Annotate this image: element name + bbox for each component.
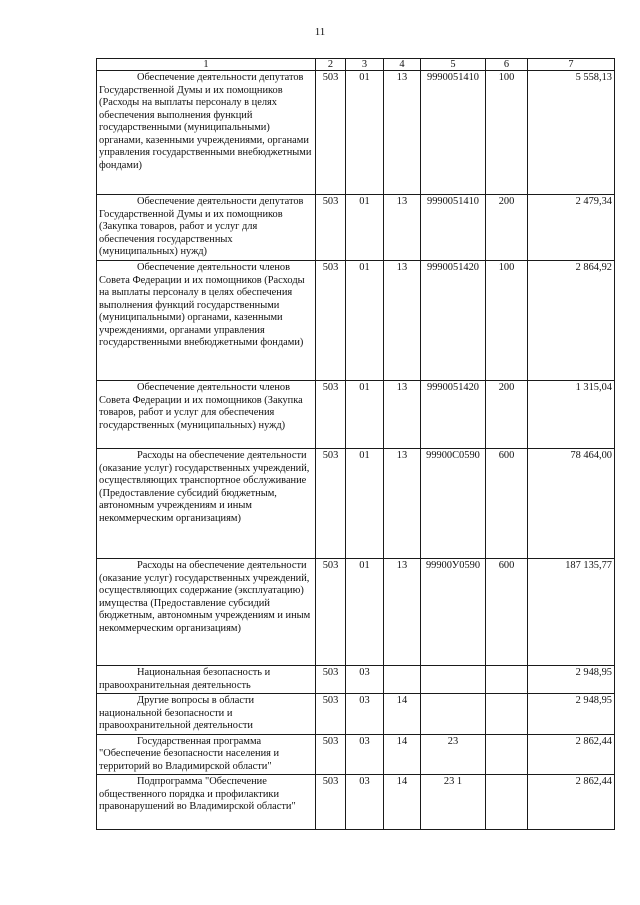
cell-col6: 200 [486, 381, 528, 449]
cell-col4: 14 [384, 775, 421, 830]
cell-col3: 03 [346, 734, 384, 775]
cell-col3: 01 [346, 261, 384, 381]
cell-col6: 600 [486, 559, 528, 666]
cell-col7: 187 135,77 [528, 559, 615, 666]
cell-col7: 2 948,95 [528, 666, 615, 694]
cell-col7: 2 864,92 [528, 261, 615, 381]
table-row [97, 261, 615, 381]
cell-col5: 23 1 [421, 775, 486, 830]
cell-col5: 9990051410 [421, 195, 486, 261]
cell-col3: 03 [346, 694, 384, 735]
table-row [97, 734, 615, 775]
cell-col3: 03 [346, 666, 384, 694]
cell-col3: 01 [346, 449, 384, 559]
page-number: 11 [314, 26, 326, 38]
cell-col2: 503 [316, 381, 346, 449]
cell-col3: 01 [346, 195, 384, 261]
cell-col2: 503 [316, 195, 346, 261]
cell-col2: 503 [316, 694, 346, 735]
row-name: Другие вопросы в области национальной безопасности и правоохранительной деятельности [97, 694, 316, 735]
column-header: 2 [316, 59, 346, 71]
cell-col7: 2 479,34 [528, 195, 615, 261]
cell-col6: 100 [486, 71, 528, 195]
table-row [97, 71, 615, 195]
cell-col2: 503 [316, 734, 346, 775]
cell-col2: 503 [316, 449, 346, 559]
row-name: Государственная программа "Обеспечение безопасности населения и территорий во Владимирской области" [97, 734, 316, 775]
cell-col3: 01 [346, 559, 384, 666]
cell-col4: 13 [384, 261, 421, 381]
cell-col4: 14 [384, 734, 421, 775]
row-name: Обеспечение деятельности членов Совета Федерации и их помощников (Закупка товаров, работ и услуг для обеспечения государственных (муниципальных) нужд) [97, 381, 316, 449]
cell-col5 [421, 694, 486, 735]
cell-col5 [421, 666, 486, 694]
cell-col7: 5 558,13 [528, 71, 615, 195]
table-row [97, 195, 615, 261]
cell-col7: 2 862,44 [528, 734, 615, 775]
cell-col3: 01 [346, 381, 384, 449]
cell-col7: 78 464,00 [528, 449, 615, 559]
row-name: Национальная безопасность и правоохранительная деятельность [97, 666, 316, 694]
table-row [97, 666, 615, 694]
cell-col6 [486, 694, 528, 735]
table-row [97, 694, 615, 735]
cell-col6: 100 [486, 261, 528, 381]
cell-col4: 13 [384, 449, 421, 559]
row-name: Расходы на обеспечение деятельности (оказание услуг) государственных учреждений, осуществляющих транспортное обслуживание (Предоставление субсидий бюджетным, автономным учреждениям и иным некоммерческим организациям) [97, 449, 316, 559]
row-name: Подпрограмма "Обеспечение общественного порядка и профилактики правонарушений во Владимирской области" [97, 775, 316, 830]
header-row [97, 59, 615, 71]
table-row [97, 381, 615, 449]
cell-col4: 13 [384, 195, 421, 261]
cell-col2: 503 [316, 261, 346, 381]
table-row [97, 559, 615, 666]
cell-col6 [486, 734, 528, 775]
budget-table [96, 58, 615, 830]
cell-col3: 03 [346, 775, 384, 830]
cell-col5: 99900У0590 [421, 559, 486, 666]
table-row [97, 775, 615, 830]
cell-col3: 01 [346, 71, 384, 195]
cell-col5: 23 [421, 734, 486, 775]
table-row [97, 449, 615, 559]
cell-col4: 13 [384, 559, 421, 666]
column-header: 6 [486, 59, 528, 71]
cell-col7: 1 315,04 [528, 381, 615, 449]
cell-col6: 200 [486, 195, 528, 261]
cell-col2: 503 [316, 775, 346, 830]
column-header: 1 [97, 59, 316, 71]
column-header: 7 [528, 59, 615, 71]
cell-col4 [384, 666, 421, 694]
cell-col4: 14 [384, 694, 421, 735]
cell-col5: 9990051420 [421, 261, 486, 381]
row-name: Обеспечение деятельности депутатов Государственной Думы и их помощников (Закупка товаров, работ и услуг для обеспечения государственных (муниципальных) нужд) [97, 195, 316, 261]
cell-col6: 600 [486, 449, 528, 559]
row-name: Обеспечение деятельности членов Совета Федерации и их помощников (Расходы на выплаты персоналу в целях обеспечения выполнения функций государственными (муниципальными) органами, казенными учреждениями, органами управления государственными внебюджетными фондами) [97, 261, 316, 381]
cell-col6 [486, 666, 528, 694]
cell-col7: 2 862,44 [528, 775, 615, 830]
row-name: Обеспечение деятельности депутатов Государственной Думы и их помощников (Расходы на выплаты персоналу в целях обеспечения выполнения функций государственными (муниципальными) органами, казенными учреждениями, органами управления государственными внебюджетными фондами) [97, 71, 316, 195]
cell-col7: 2 948,95 [528, 694, 615, 735]
column-header: 5 [421, 59, 486, 71]
cell-col6 [486, 775, 528, 830]
cell-col5: 99900С0590 [421, 449, 486, 559]
row-name: Расходы на обеспечение деятельности (оказание услуг) государственных учреждений, осуществляющих содержание (эксплуатацию) имущества (Предоставление субсидий бюджетным, автономным учреждениям и иным некоммерческим организациям) [97, 559, 316, 666]
cell-col5: 9990051420 [421, 381, 486, 449]
cell-col4: 13 [384, 381, 421, 449]
cell-col5: 9990051410 [421, 71, 486, 195]
cell-col2: 503 [316, 559, 346, 666]
cell-col4: 13 [384, 71, 421, 195]
cell-col2: 503 [316, 666, 346, 694]
cell-col2: 503 [316, 71, 346, 195]
column-header: 4 [384, 59, 421, 71]
column-header: 3 [346, 59, 384, 71]
